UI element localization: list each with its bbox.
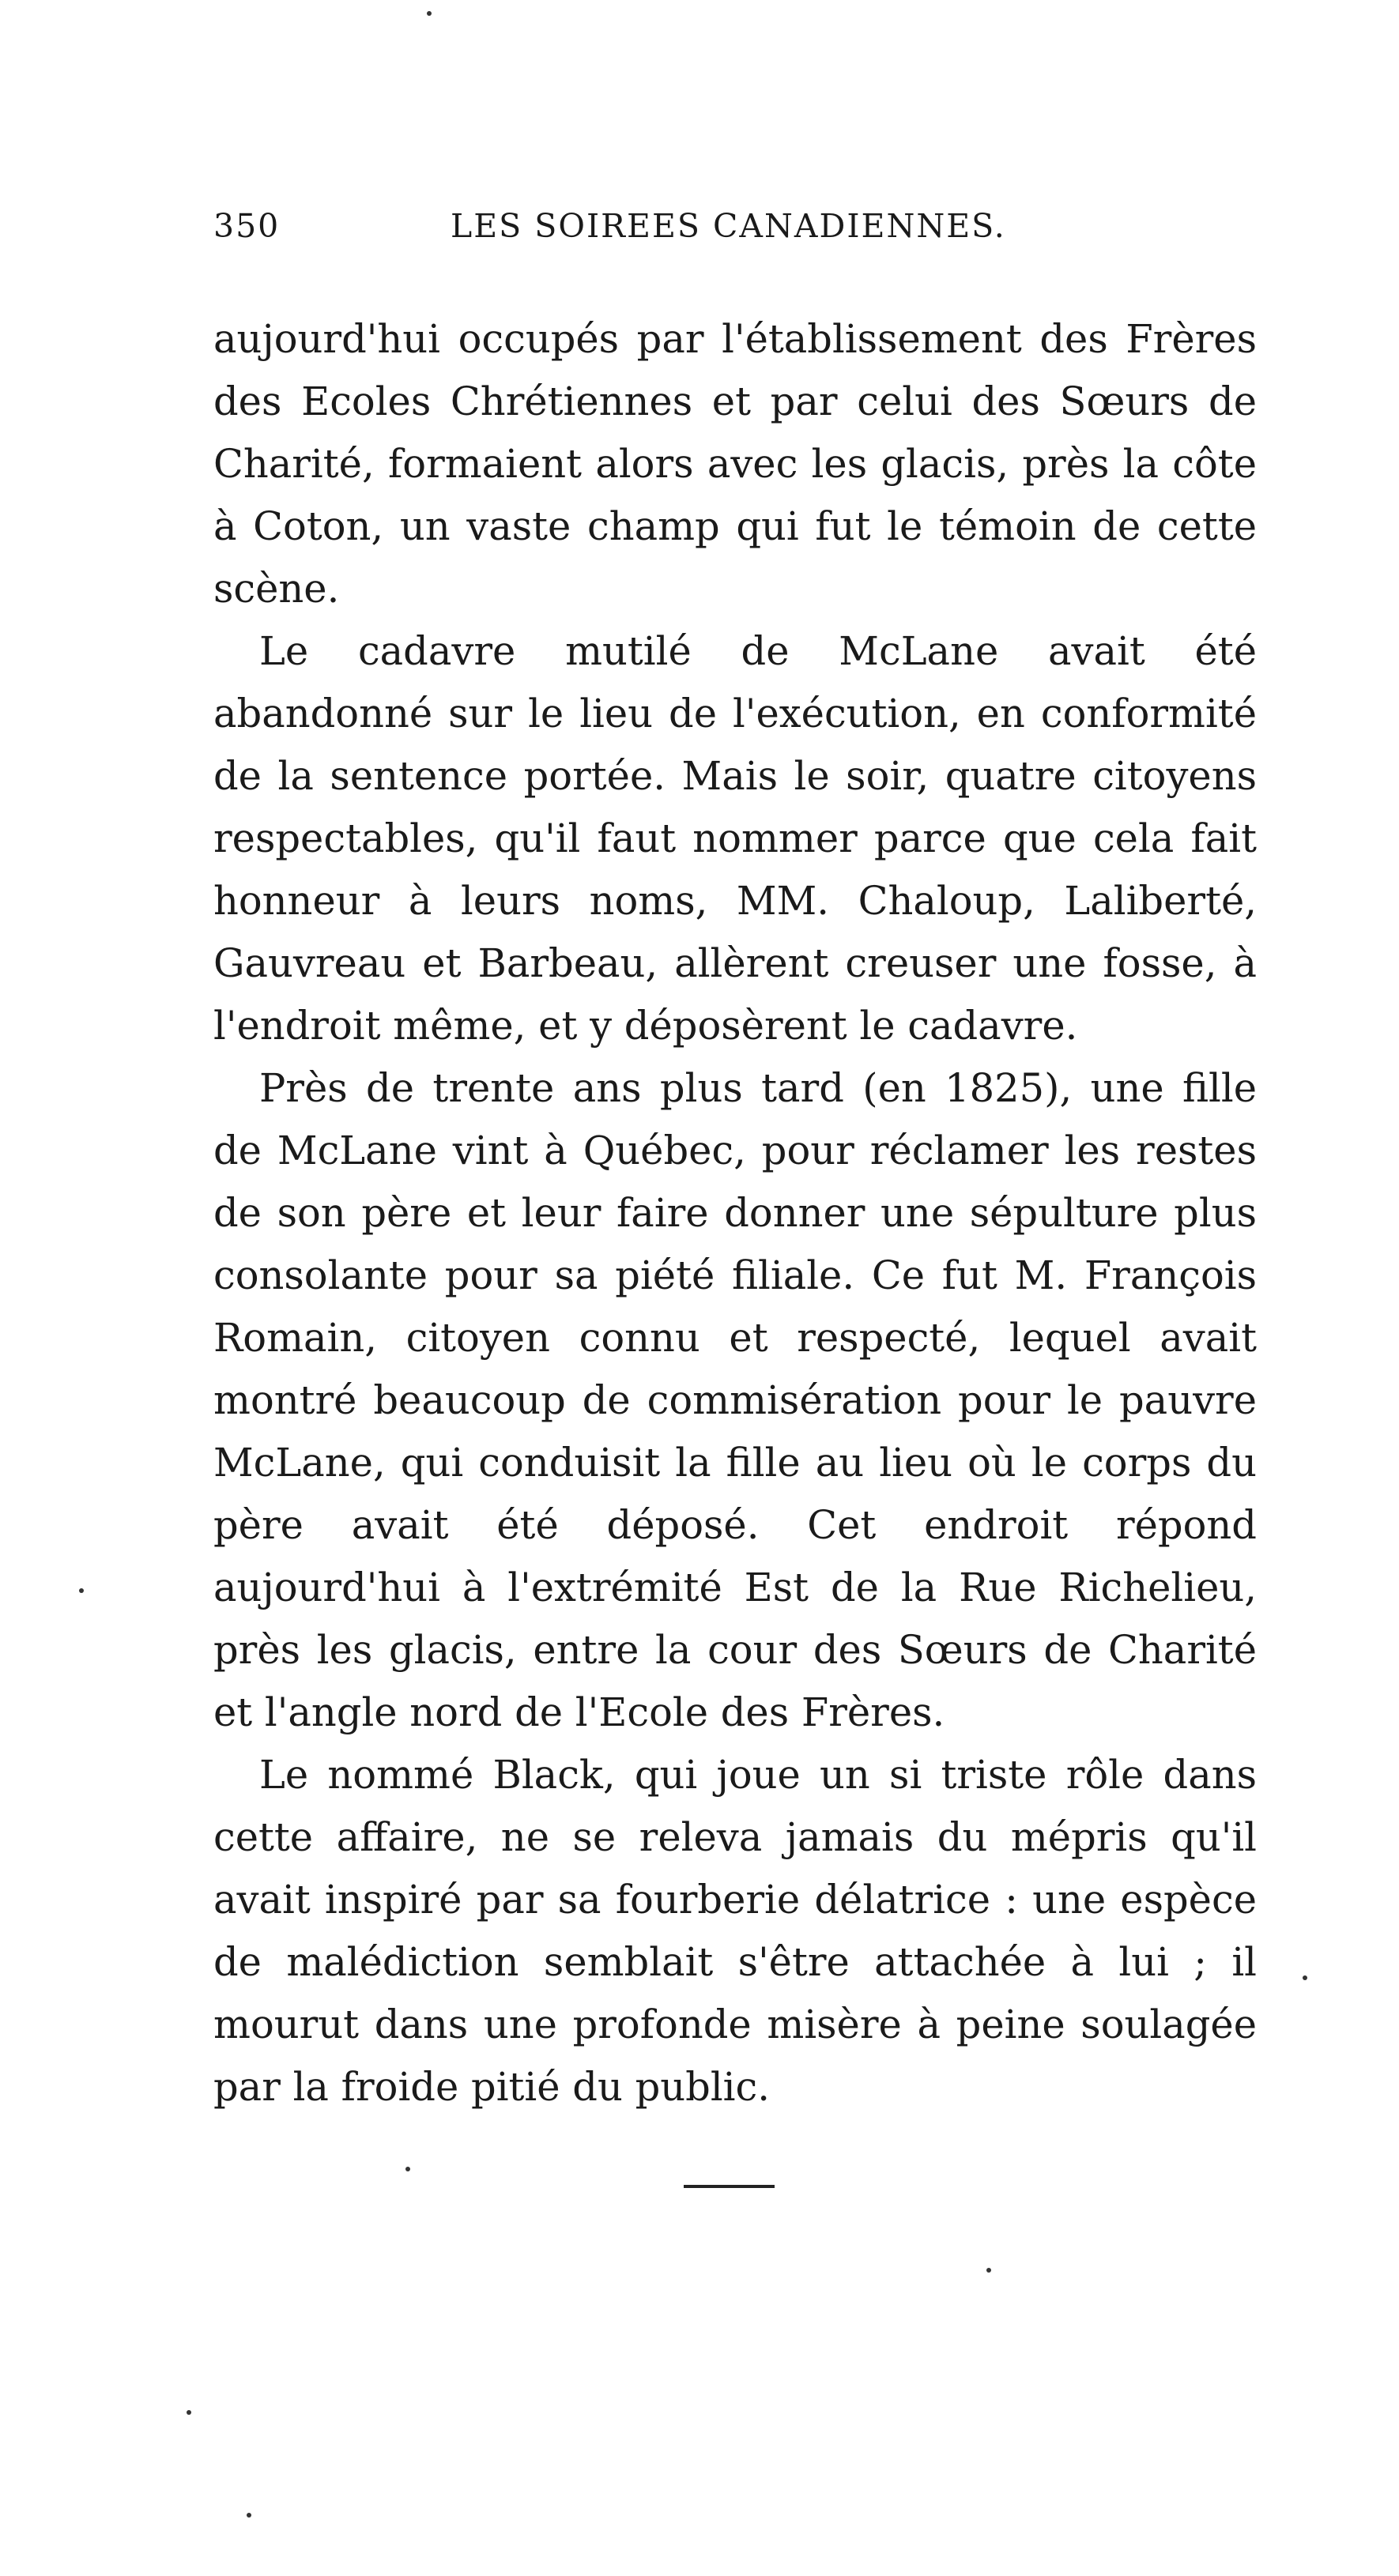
print-speck xyxy=(427,11,432,16)
print-speck xyxy=(79,1588,84,1593)
paragraph-continuation: aujourd'hui occupés par l'établissement des Frères des Ecoles Chrétiennes et par celui des Sœurs de Charité, formaient alors avec les glacis, près la côte à Coton, un vaste champ qui fut le témoin de cette scène. xyxy=(213,316,1257,612)
print-speck xyxy=(1303,1975,1307,1980)
print-speck xyxy=(986,2268,991,2273)
paragraph-daughter-visit: Près de trente ans plus tard (en 1825), une fille de McLane vint à Québec, pour réclamer les restes de son père et leur faire donner une sépulture plus consolante pour sa piété filiale. Ce fut M. François Romain, citoyen connu et respecté, lequel avait montré beaucoup de commisération pour le pauvre McLane, qui conduisit la fille au lieu où le corps du père avait été déposé. Cet endroit répond aujourd'hui à l'extrémité Est de la Rue Richelieu, près les glacis, entre la cour des Sœurs de Charité et l'angle nord de l'Ecole des Frères. xyxy=(213,1065,1257,1735)
paragraph-black-fate: Le nommé Black, qui joue un si triste rôle dans cette affaire, ne se releva jamais du mépris qu'il avait inspiré par sa fourberie délatrice : une espèce de malédiction semblait s'être attachée à lui ; il mourut dans une profonde misère à peine soulagée par la froide pitié du public. xyxy=(213,1752,1257,2110)
running-title: LES SOIREES CANADIENNES. xyxy=(451,207,1006,245)
page-header xyxy=(213,207,1257,254)
section-end-rule xyxy=(684,2185,775,2188)
print-speck xyxy=(187,2410,191,2415)
page-number: 350 xyxy=(213,207,281,245)
print-speck xyxy=(247,2513,251,2518)
paragraph-mclane-burial: Le cadavre mutilé de McLane avait été abandonné sur le lieu de l'exécution, en conformité de la sentence portée. Mais le soir, quatre citoyens respectables, qu'il faut nommer parce que cela fait honneur à leurs noms, MM. Chaloup, Laliberté, Gauvreau et Barbeau, allèrent creuser une fosse, à l'endroit même, et y déposèrent le cadavre. xyxy=(213,628,1257,1049)
print-speck xyxy=(405,2167,410,2171)
body-text xyxy=(213,308,1257,2118)
